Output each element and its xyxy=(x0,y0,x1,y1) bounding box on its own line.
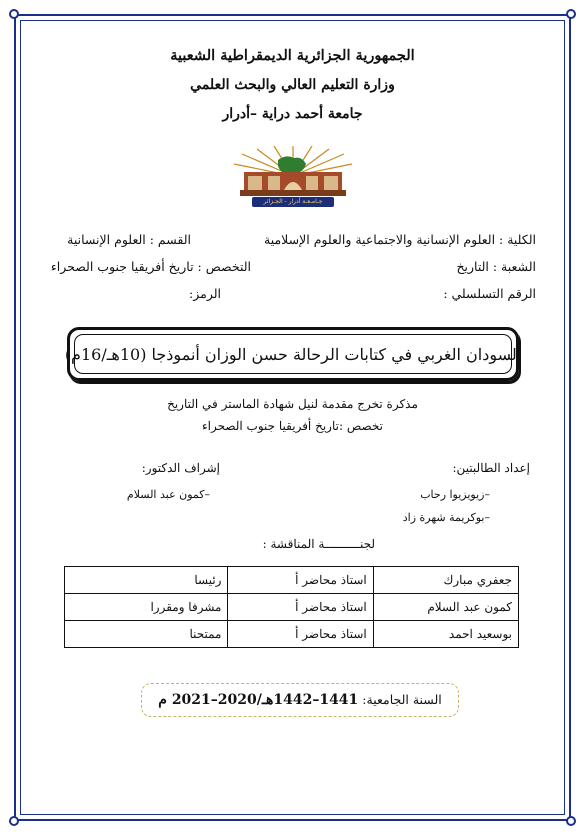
republic-title: الجمهورية الجزائرية الديمقراطية الشعبية xyxy=(170,47,415,64)
frame-corner-ornament xyxy=(9,816,19,826)
jury-name: جعفري مبارك xyxy=(373,567,518,594)
jury-role: رئيسا xyxy=(65,567,228,594)
thesis-title-box xyxy=(64,327,522,381)
jury-role: ممتحنا xyxy=(65,621,228,648)
frame-corner-ornament xyxy=(9,9,19,19)
jury-rank: استاذ محاضر أ xyxy=(228,594,373,621)
students-label: إعداد الطالبتين: xyxy=(452,461,530,475)
table-row xyxy=(65,567,519,594)
table-row xyxy=(65,594,519,621)
jury-rank: استاذ محاضر أ xyxy=(228,567,373,594)
academic-year-value: 1441–1442هـ/2020–2021 م xyxy=(158,692,359,708)
academic-year-box xyxy=(141,683,459,717)
table-row xyxy=(65,621,519,648)
logo-caption: جـامـعـة أدرار - الجـزائر xyxy=(263,198,323,205)
student-name-2: –بوكريمة شهرة زاد xyxy=(402,511,490,524)
specialty-line: التخصص : تاريخ أفريقيا جنوب الصحراء xyxy=(50,259,251,274)
jury-name: كمون عبد السلام xyxy=(373,594,518,621)
memo-line-2: تخصص :تاريخ أفريقيا جنوب الصحراء xyxy=(201,419,384,433)
student-name-1: –زيويزيوا رحاب xyxy=(420,488,490,501)
university-title: جامعة أحمد دراية –أدرار xyxy=(222,106,363,122)
frame-corner-ornament xyxy=(566,9,576,19)
faculty-line: الكلية : العلوم الإنسانية والاجتماعية والعلوم الإسلامية xyxy=(264,232,536,247)
thesis-title: السودان الغربي في كتابات الرحالة حسن الوزان أنموذجا (10هـ/16م) xyxy=(64,344,522,364)
branch-line: الشعبة : التاريخ xyxy=(456,259,536,274)
ministry-title: وزارة التعليم العالي والبحث العلمي xyxy=(190,77,395,93)
academic-year xyxy=(158,692,441,708)
university-logo-icon xyxy=(222,146,364,208)
frame-corner-ornament xyxy=(566,816,576,826)
jury-table xyxy=(64,566,519,648)
jury-role: مشرفا ومقررا xyxy=(65,594,228,621)
code-line: الرمز: xyxy=(189,286,221,301)
serial-number-line: الرقم التسلسلي : xyxy=(443,286,536,301)
jury-rank: استاذ محاضر أ xyxy=(228,621,373,648)
jury-label: لجنــــــــــة المناقشة : xyxy=(262,537,375,551)
memo-line-1: مذكرة تخرج مقدمة لنيل شهادة الماستر في التاريخ xyxy=(167,397,418,411)
supervisor-label: إشراف الدكتور: xyxy=(141,461,220,475)
supervisor-name: –كمون عبد السلام xyxy=(126,488,210,501)
department-line: القسم : العلوم الإنسانية xyxy=(67,232,191,247)
academic-year-label: السنة الجامعية: xyxy=(362,692,442,707)
jury-name: بوسعيد احمد xyxy=(373,621,518,648)
